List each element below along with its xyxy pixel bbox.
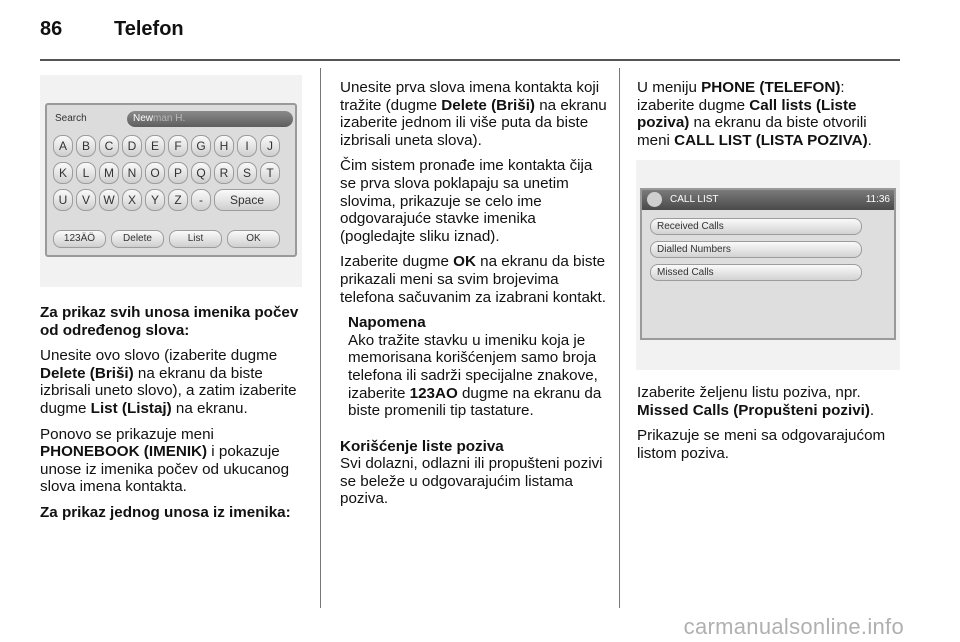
paragraph-phone-menu: U meniju PHONE (TELEFON): izaberite dugme Call lists (Liste poziva) na ekranu da biste otvorili meni CALL LIST (LISTA POZIVA). xyxy=(637,79,872,149)
keyboard-screenshot xyxy=(40,75,302,287)
note-title: Napomena xyxy=(348,314,426,332)
keyboard-key: F xyxy=(168,135,188,157)
column-3-top xyxy=(637,79,902,157)
keyboard-key: K xyxy=(53,162,73,184)
keyboard-function-button: OK xyxy=(227,230,280,248)
phone-icon xyxy=(647,192,662,207)
call-list-item-dialled: Dialled Numbers xyxy=(650,241,862,258)
search-label: Search xyxy=(55,113,87,124)
paragraph-enter-letters: Unesite prva slova imena kontakta koji tražite (dugme Delete (Briši) na ekranu izaberite jednom ili više puta da biste izbrisali uneta slova). xyxy=(340,79,607,149)
page-header xyxy=(40,18,184,41)
column-1 xyxy=(40,304,310,530)
call-list-item-received: Received Calls xyxy=(650,218,862,235)
keyboard-key: P xyxy=(168,162,188,184)
keyboard-function-button: 123ÄÖ xyxy=(53,230,106,248)
column-2 xyxy=(340,79,610,516)
header-rule xyxy=(40,59,900,61)
keyboard-row xyxy=(53,189,283,212)
note-block xyxy=(348,314,610,420)
clock-time: 11:36 xyxy=(865,194,890,205)
keyboard-key: D xyxy=(122,135,142,157)
keyboard-key: V xyxy=(76,189,96,211)
keyboard-key: Q xyxy=(191,162,211,184)
keyboard-key: W xyxy=(99,189,119,211)
search-suggestion: man H. xyxy=(153,113,186,124)
keyboard-bottom-buttons xyxy=(53,230,285,248)
keyboard-key: J xyxy=(260,135,280,157)
keyboard-key: U xyxy=(53,189,73,211)
search-typed-text: New xyxy=(133,113,154,124)
heading-single-entry: Za prikaz jednog unosa iz imenika: xyxy=(40,503,291,521)
call-list-item-missed: Missed Calls xyxy=(650,264,862,281)
keyboard-row xyxy=(53,162,283,185)
keyboard-key: E xyxy=(145,135,165,157)
keyboard-function-button: List xyxy=(169,230,222,248)
keyboard-key: M xyxy=(99,162,119,184)
keyboard-key: S xyxy=(237,162,257,184)
search-row xyxy=(53,111,289,129)
keyboard-key: L xyxy=(76,162,96,184)
heading-call-lists: Korišćenje liste poziva xyxy=(340,437,504,455)
keyboard-row xyxy=(53,135,283,158)
keyboard-key: Space xyxy=(214,189,280,211)
paragraph-phonebook: Ponovo se prikazuje meni PHONEBOOK (IMENIK) i pokazuje unose iz imenika počev od ukucanog slova imena kontakta. xyxy=(40,425,290,496)
column-divider-1 xyxy=(320,68,321,608)
keyboard-key: T xyxy=(260,162,280,184)
call-list-screenshot xyxy=(636,160,900,370)
column-3-bottom xyxy=(637,384,902,470)
keyboard-key: A xyxy=(53,135,73,157)
call-list-screen xyxy=(640,188,896,340)
paragraph-ok: Izaberite dugme OK na ekranu da biste prikazali meni sa svim brojevima telefona sačuvanim za izabrani kontakt. xyxy=(340,253,606,306)
keyboard-key: R xyxy=(214,162,234,184)
call-list-titlebar xyxy=(642,190,894,210)
keyboard-keys xyxy=(53,135,283,216)
keyboard-screen xyxy=(45,103,297,257)
keyboard-key: Z xyxy=(168,189,188,211)
call-list-title: CALL LIST xyxy=(670,194,719,205)
column-divider-2 xyxy=(619,68,620,608)
keyboard-key: - xyxy=(191,189,211,211)
keyboard-key: G xyxy=(191,135,211,157)
keyboard-key: X xyxy=(122,189,142,211)
keyboard-function-button: Delete xyxy=(111,230,164,248)
search-input xyxy=(127,111,293,127)
paragraph-call-lists: Svi dolazni, odlazni ili propušteni pozivi se beleže u odgovarajućim listama poziva. xyxy=(340,455,603,508)
watermark: carmanualsonline.info xyxy=(683,614,904,639)
paragraph-match: Čim sistem pronađe ime kontakta čija se prva slova poklapaju sa unetim slovima, prikazuje se celo ime odgovarajuće stavke imenika (pogledajte sliku iznad). xyxy=(340,157,593,245)
note-text: Ako tražite stavku u imeniku koja je memorisana korišćenjem samo broja telefona ili sadrži specijalne znakove, izaberite 123AO dugme na ekranu da biste promenili tip tastature. xyxy=(348,331,602,420)
keyboard-key: I xyxy=(237,135,257,157)
keyboard-key: O xyxy=(145,162,165,184)
paragraph-delete-list: Unesite ovo slovo (izaberite dugme Delete (Briši) na ekranu da biste izbrisali uneto slovo), a zatim izaberite dugme List (Listaj) na ekranu. xyxy=(40,347,297,417)
page-number: 86 xyxy=(40,18,63,40)
keyboard-key: B xyxy=(76,135,96,157)
keyboard-key: Y xyxy=(145,189,165,211)
keyboard-key: N xyxy=(122,162,142,184)
keyboard-key: C xyxy=(99,135,119,157)
keyboard-key: H xyxy=(214,135,234,157)
paragraph-select-list: Izaberite željenu listu poziva, npr. Missed Calls (Propušteni pozivi). xyxy=(637,384,875,419)
paragraph-menu-shown: Prikazuje se meni sa odgovarajućom listom poziva. xyxy=(637,427,886,462)
heading-all-entries: Za prikaz svih unosa imenika počev od određenog slova: xyxy=(40,304,299,339)
page-title: Telefon xyxy=(114,18,184,40)
